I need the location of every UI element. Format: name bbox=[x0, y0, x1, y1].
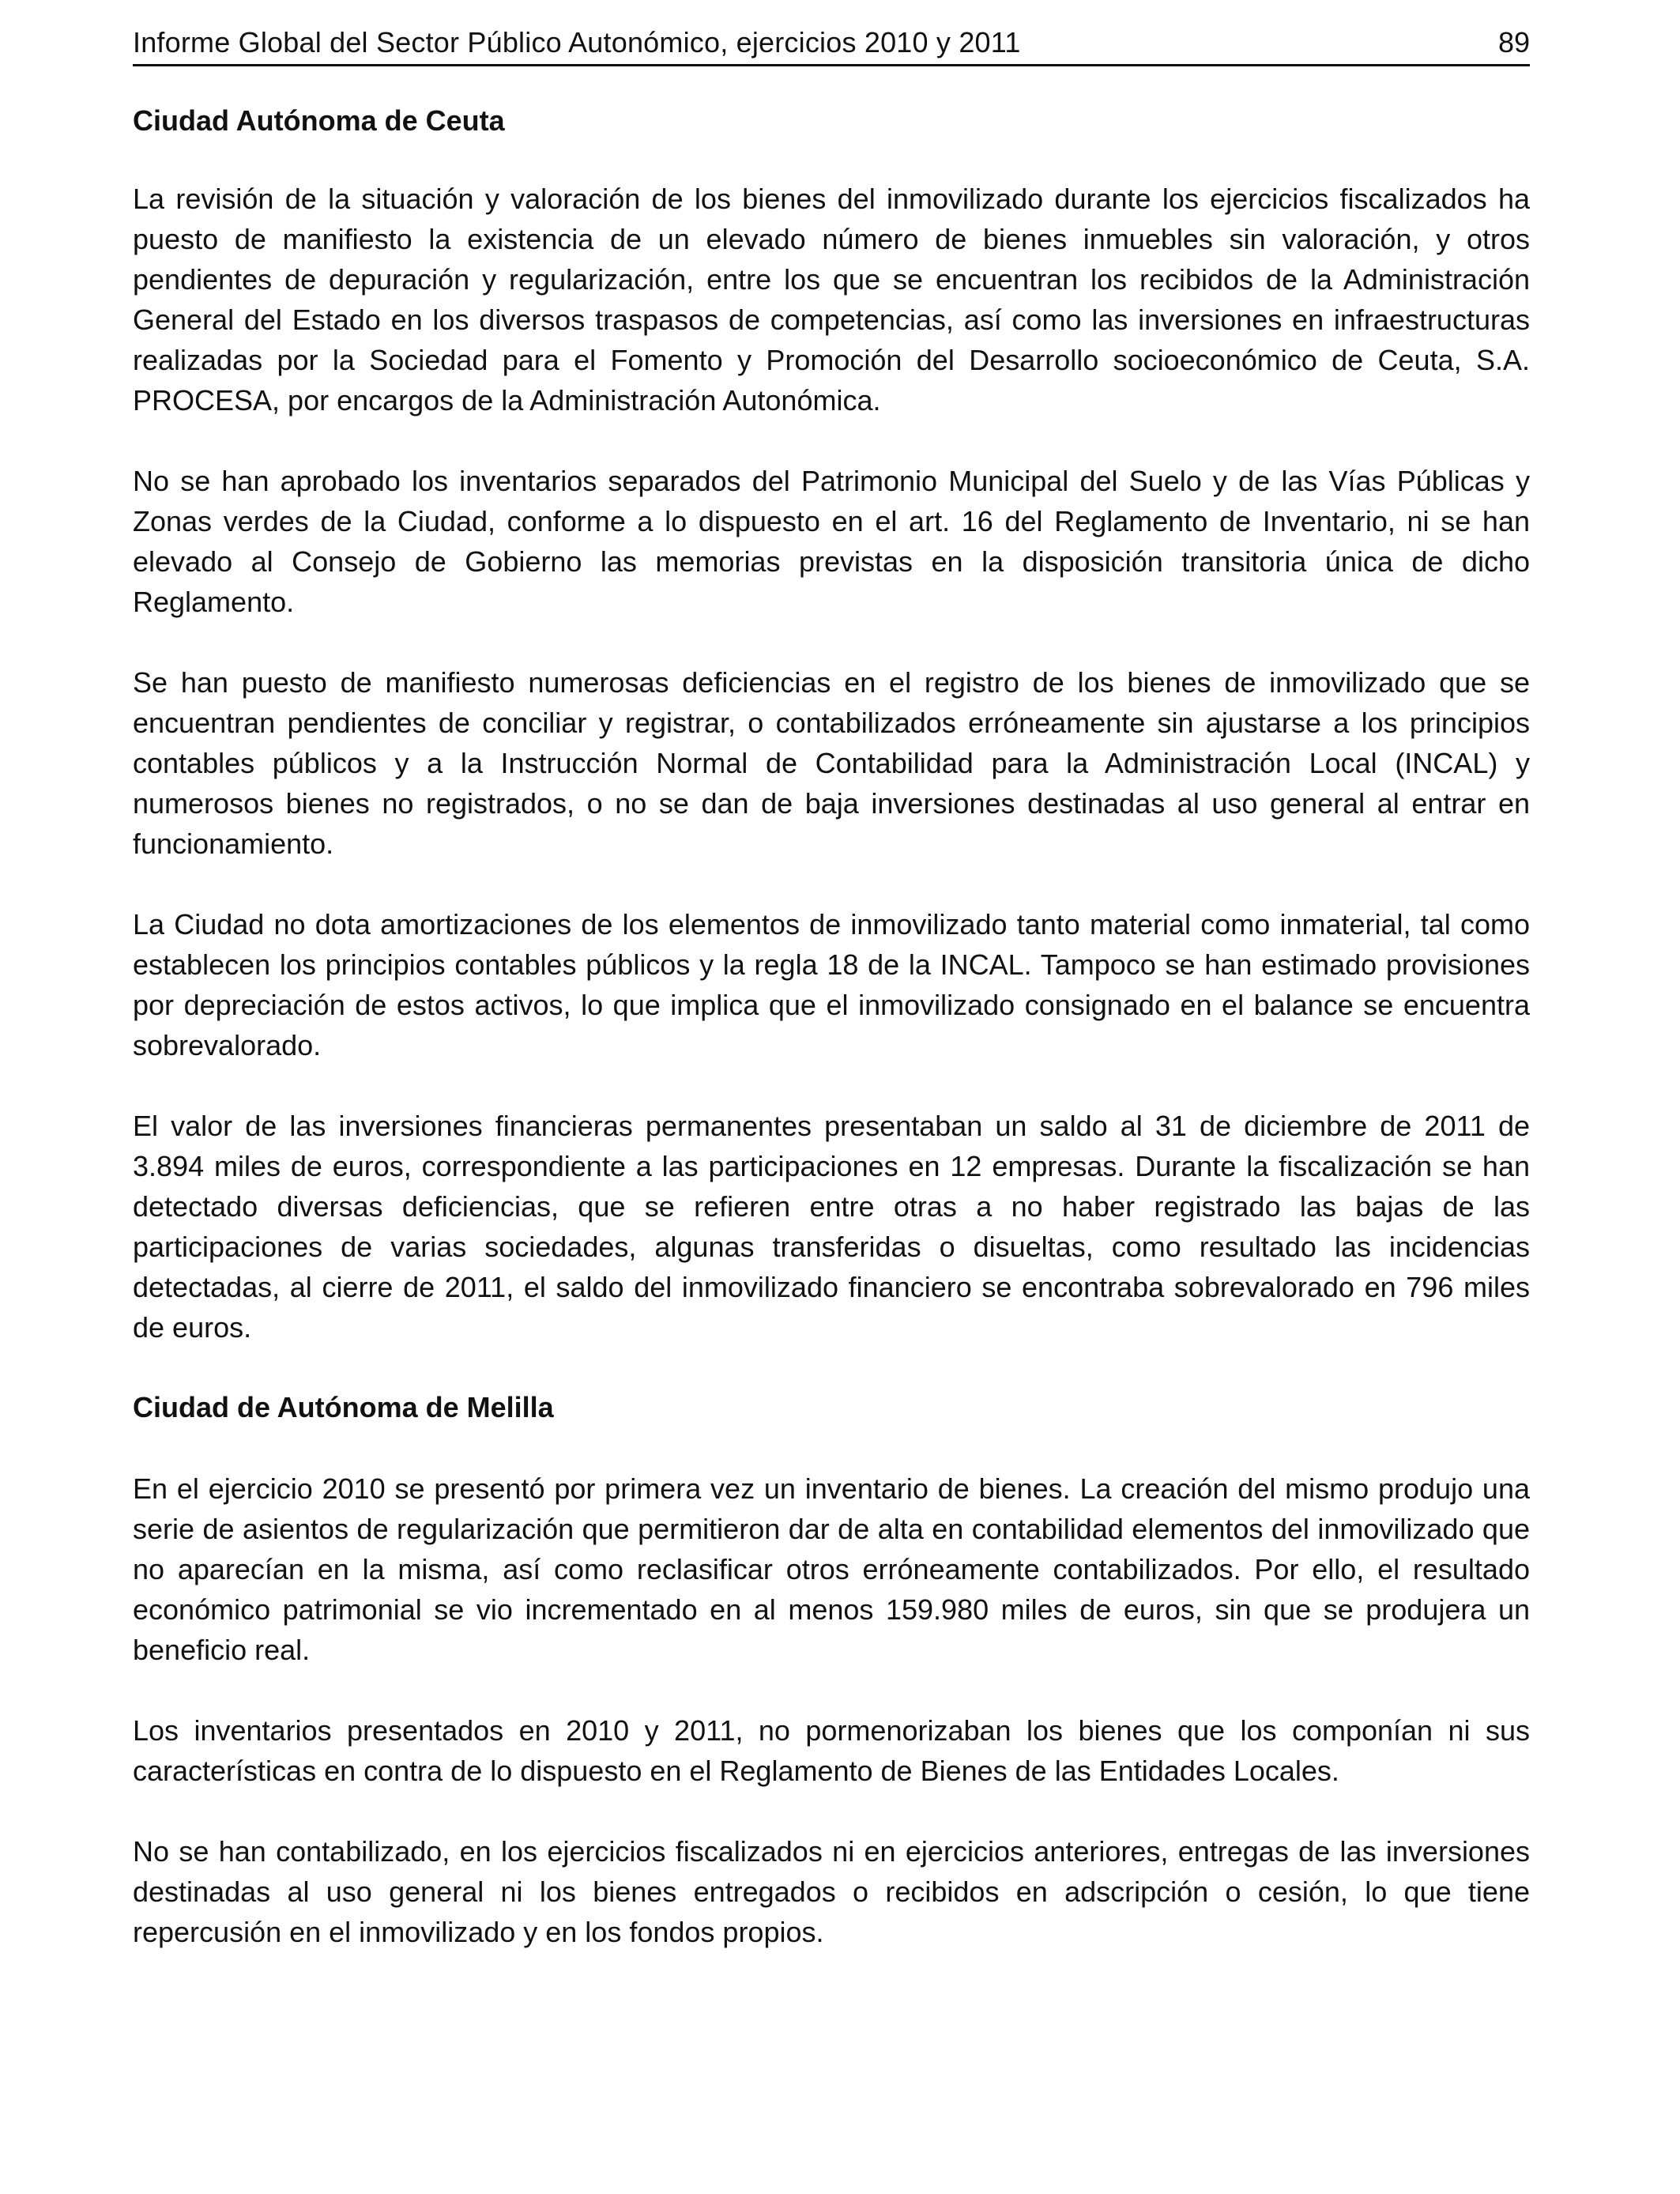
paragraph: Los inventarios presentados en 2010 y 2011, no pormenorizaban los bienes que los componían ni sus características en contra de lo dispuesto en el Reglamento de Bienes de las Entidades Locales. bbox=[133, 1714, 1530, 1787]
page-header bbox=[133, 21, 1530, 66]
document-page bbox=[133, 0, 1530, 2194]
header-title: Informe Global del Sector Público Autonómico, ejercicios 2010 y 2011 bbox=[133, 26, 1021, 58]
document-body bbox=[133, 101, 1530, 1992]
paragraph: El valor de las inversiones financieras permanentes presentaban un saldo al 31 de diciembre de 2011 de 3.894 miles de euros, correspondiente a las participaciones en 12 empresas. Durante la fiscalización se han detectado diversas deficiencias, que se refieren entre otras a no haber registrado las bajas de las participaciones de varias sociedades, algunas transferidas o disueltas, como resultado las incidencias detectadas, al cierre de 2011, el saldo del inmovilizado financiero se encontraba sobrevalorado en 796 miles de euros. bbox=[133, 1110, 1530, 1344]
paragraph: La revisión de la situación y valoración de los bienes del inmovilizado durante los ejercicios fiscalizados ha puesto de manifiesto la existencia de un elevado número de bienes inmuebles sin valoración, y otros pendientes de depuración y regularización, entre los que se encuentran los recibidos de la Administración General del Estado en los diversos traspasos de competencias, así como las inversiones en infraestructuras realizadas por la Sociedad para el Fomento y Promoción del Desarrollo socioeconómico de Ceuta, S.A. PROCESA, por encargos de la Administración Autonómica. bbox=[133, 183, 1530, 417]
paragraph: No se han aprobado los inventarios separados del Patrimonio Municipal del Suelo y de las Vías Públicas y Zonas verdes de la Ciudad, conforme a lo dispuesto en el art. 16 del Reglamento de Inventario, ni se han elevado al Consejo de Gobierno las memorias previstas en la disposición transitoria única de dicho Reglamento. bbox=[133, 465, 1530, 618]
paragraph: En el ejercicio 2010 se presentó por primera vez un inventario de bienes. La creación del mismo produjo una serie de asientos de regularización que permitieron dar de alta en contabilidad elementos del inmovilizado que no aparecían en la misma, así como reclasificar otros erróneamente contabilizados. Por ello, el resultado económico patrimonial se vio incrementado en al menos 159.980 miles de euros, sin que se produjera un beneficio real. bbox=[133, 1472, 1530, 1666]
paragraph: La Ciudad no dota amortizaciones de los elementos de inmovilizado tanto material como inmaterial, tal como establecen los principios contables públicos y la regla 18 de la INCAL. Tampoco se han estimado provisiones por depreciación de estos activos, lo que implica que el inmovilizado consignado en el balance se encuentra sobrevalorado. bbox=[133, 908, 1530, 1061]
paragraph: Se han puesto de manifiesto numerosas deficiencias en el registro de los bienes de inmovilizado que se encuentran pendientes de conciliar y registrar, o contabilizados erróneamente sin ajustarse a los principios contables públicos y a la Instrucción Normal de Contabilidad para la Administración Local (INCAL) y numerosos bienes no registrados, o no se dan de baja inversiones destinadas al uso general al entrar en funcionamiento. bbox=[133, 666, 1530, 860]
page-number: 89 bbox=[1497, 26, 1530, 58]
section-heading-melilla: Ciudad de Autónoma de Melilla bbox=[133, 1391, 554, 1423]
section-heading-ceuta: Ciudad Autónoma de Ceuta bbox=[133, 104, 505, 137]
paragraph: No se han contabilizado, en los ejercicios fiscalizados ni en ejercicios anteriores, entregas de las inversiones destinadas al uso general ni los bienes entregados o recibidos en adscripción o cesión, lo que tiene repercusión en el inmovilizado y en los fondos propios. bbox=[133, 1835, 1530, 1948]
